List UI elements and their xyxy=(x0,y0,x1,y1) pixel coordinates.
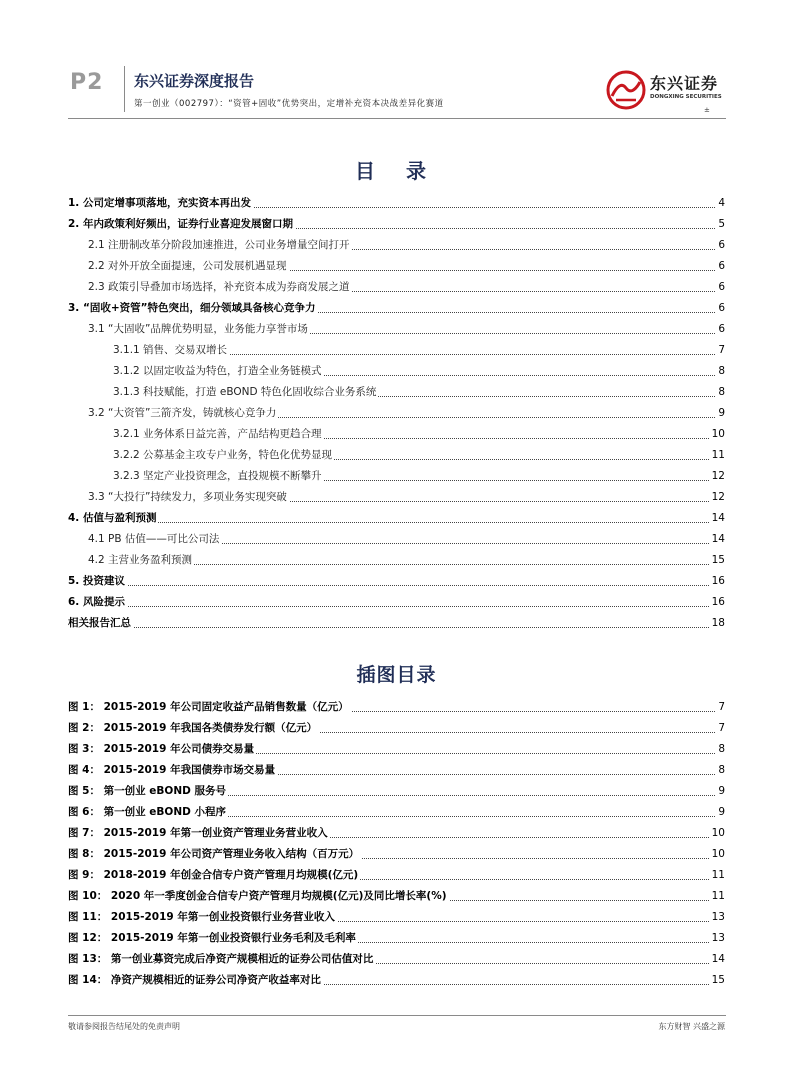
footer-slogan: 东方财智 兴盛之源 xyxy=(658,1022,725,1031)
figure-entry-label: 图 9： 2018-2019 年创金合信专户资产管理月均规模(亿元) xyxy=(68,869,359,881)
figure-entry[interactable] xyxy=(68,909,725,925)
toc-entry-page: 15 xyxy=(711,554,725,566)
toc-entry-label: 3.2 “大资管”三箭齐发，铸就核心竞争力 xyxy=(88,407,277,419)
figure-entry[interactable] xyxy=(68,888,725,904)
report-brand-title: 东兴证券深度报告 xyxy=(134,72,255,90)
figure-entry-label: 图 2： 2015-2019 年我国各类债券发行额（亿元） xyxy=(68,722,318,734)
toc-entry-page: 7 xyxy=(718,344,725,356)
toc-entry[interactable] xyxy=(113,468,725,484)
toc-entry[interactable] xyxy=(88,405,725,421)
toc-leader-dots xyxy=(68,522,725,523)
toc-entry-label: 6. 风险提示 xyxy=(68,596,125,608)
figure-entry-page: 7 xyxy=(718,701,725,713)
toc-entry-label: 4.2 主营业务盈利预测 xyxy=(88,554,193,566)
toc-entry-label: 相关报告汇总 xyxy=(68,617,131,629)
toc-entry-page: 11 xyxy=(711,449,725,461)
figure-entry-label: 图 14： 净资产规模相近的证券公司净资产收益率对比 xyxy=(68,974,321,986)
toc-entry[interactable] xyxy=(113,384,725,400)
toc-entry[interactable] xyxy=(68,594,725,610)
figure-entry-label: 图 7： 2015-2019 年第一创业资产管理业务营业收入 xyxy=(68,827,328,839)
toc-entry-label: 2.2 对外开放全面提速，公司发展机遇显现 xyxy=(88,260,287,272)
figure-entry-page: 11 xyxy=(711,869,725,881)
toc-entry-page: 14 xyxy=(711,512,725,524)
header-divider xyxy=(124,66,125,112)
toc-leader-dots xyxy=(68,585,725,586)
toc-entry-label: 3.2.2 公募基金主攻专户业务，特色化优势显现 xyxy=(113,449,333,461)
toc-leader-dots xyxy=(68,606,725,607)
figure-entry[interactable] xyxy=(68,741,725,757)
toc-entry[interactable] xyxy=(68,573,725,589)
toc-entry-page: 16 xyxy=(711,596,725,608)
toc-entry-page: 9 xyxy=(718,407,725,419)
toc-entry-label: 2.1 注册制改革分阶段加速推进，公司业务增量空间打开 xyxy=(88,239,350,251)
toc-entry[interactable] xyxy=(88,489,725,505)
figure-entry-label: 图 10： 2020 年一季度创金合信专户资产管理月均规模(亿元)及同比增长率(%) xyxy=(68,890,447,902)
figure-entry-page: 9 xyxy=(718,785,725,797)
toc-entry[interactable] xyxy=(68,300,725,316)
toc-entry[interactable] xyxy=(113,426,725,442)
toc-entry[interactable] xyxy=(68,216,725,232)
figure-entry-label: 图 13： 第一创业募资完成后净资产规模相近的证券公司估值对比 xyxy=(68,953,374,965)
toc-entry-label: 3.2.1 业务体系日益完善，产品结构更趋合理 xyxy=(113,428,322,440)
toc-entry-label: 2. 年内政策利好频出，证券行业喜迎发展窗口期 xyxy=(68,218,293,230)
toc-entry-label: 1. 公司定增事项落地，充实资本再出发 xyxy=(68,197,251,209)
figure-entry-page: 7 xyxy=(718,722,725,734)
toc-entry-page: 6 xyxy=(718,239,725,251)
toc-entry[interactable] xyxy=(88,531,725,547)
figure-entry[interactable] xyxy=(68,762,725,778)
toc-entry-page: 5 xyxy=(718,218,725,230)
figure-entry[interactable] xyxy=(68,720,725,736)
toc-entry[interactable] xyxy=(88,321,725,337)
report-subtitle: 第一创业（002797）：“资管+固收”优势突出，定增补充资本决战差异化赛道 xyxy=(134,99,444,109)
logo-mark-icon xyxy=(606,70,646,110)
toc-entry-page: 6 xyxy=(718,281,725,293)
figure-entry[interactable] xyxy=(68,783,725,799)
figure-entry-page: 10 xyxy=(711,848,725,860)
figure-entry-page: 9 xyxy=(718,806,725,818)
toc-title: 目 录 xyxy=(355,159,438,183)
toc-entry-label: 3.2.3 坚定产业投资理念，直投规模不断攀升 xyxy=(113,470,322,482)
toc-entry-page: 12 xyxy=(711,470,725,482)
figure-entry-label: 图 6： 第一创业 eBOND 小程序 xyxy=(68,806,226,818)
toc-entry[interactable] xyxy=(68,615,725,631)
figure-entry-label: 图 3： 2015-2019 年公司债券交易量 xyxy=(68,743,255,755)
toc-entry-page: 14 xyxy=(711,533,725,545)
footer-disclaimer: 敬请参阅报告结尾处的免责声明 xyxy=(68,1022,180,1031)
toc-entry-page: 16 xyxy=(711,575,725,587)
toc-entry[interactable] xyxy=(88,237,725,253)
toc-entry-label: 2.3 政策引导叠加市场选择，补充资本成为券商发展之道 xyxy=(88,281,350,293)
toc-entry-page: 6 xyxy=(718,323,725,335)
figure-entry[interactable] xyxy=(68,951,725,967)
figure-entry-label: 图 1： 2015-2019 年公司固定收益产品销售数量（亿元） xyxy=(68,701,349,713)
toc-entry-page: 6 xyxy=(718,302,725,314)
toc-leader-dots xyxy=(68,627,725,628)
toc-entry[interactable] xyxy=(113,447,725,463)
toc-entry-label: 3.1.3 科技赋能，打造 eBOND 特色化固收综合业务系统 xyxy=(113,386,377,398)
footer-rule xyxy=(68,1015,726,1016)
figure-entry[interactable] xyxy=(68,867,725,883)
toc-entry-label: 4.1 PB 估值——可比公司法 xyxy=(88,533,220,545)
toc-entry-page: 12 xyxy=(711,491,725,503)
company-logo xyxy=(606,68,726,114)
figure-entry-page: 13 xyxy=(711,932,725,944)
toc-entry-label: 3.1.1 销售、交易双增长 xyxy=(113,344,228,356)
figure-entry[interactable] xyxy=(68,930,725,946)
figure-entry-label: 图 4： 2015-2019 年我国债券市场交易量 xyxy=(68,764,276,776)
toc-entry-label: 3.3 “大投行”持续发力，多项业务实现突破 xyxy=(88,491,287,503)
figure-entry-page: 11 xyxy=(711,890,725,902)
toc-entry[interactable] xyxy=(68,510,725,526)
toc-entry-label: 4. 估值与盈利预测 xyxy=(68,512,157,524)
figure-list-title: 插图目录 xyxy=(356,664,437,686)
figure-entry-page: 13 xyxy=(711,911,725,923)
toc-entry-page: 18 xyxy=(711,617,725,629)
figure-entry[interactable] xyxy=(68,972,725,988)
figure-entry[interactable] xyxy=(68,699,725,715)
figure-entry-label: 图 11： 2015-2019 年第一创业投资银行业务营业收入 xyxy=(68,911,335,923)
figure-entry-page: 8 xyxy=(718,764,725,776)
figure-entry-page: 15 xyxy=(711,974,725,986)
toc-entry[interactable] xyxy=(113,363,725,379)
figure-entry[interactable] xyxy=(68,846,725,862)
figure-entry[interactable] xyxy=(68,825,725,841)
toc-entry-label: 3.1.2 以固定收益为特色，打造全业务链模式 xyxy=(113,365,322,377)
logo-cn-text: 东兴证券 xyxy=(650,74,719,93)
toc-entry-page: 4 xyxy=(718,197,725,209)
figure-entry-label: 图 5： 第一创业 eBOND 服务号 xyxy=(68,785,226,797)
toc-entry[interactable] xyxy=(88,258,725,274)
figure-entry-label: 图 8： 2015-2019 年公司资产管理业务收入结构（百万元） xyxy=(68,848,360,860)
figure-entry-page: 10 xyxy=(711,827,725,839)
toc-entry-page: 6 xyxy=(718,260,725,272)
toc-entry-page: 10 xyxy=(711,428,725,440)
logo-small-mark: ± xyxy=(704,106,710,114)
header-rule xyxy=(68,118,726,119)
page-number: P2 xyxy=(70,70,104,95)
toc-entry-page: 8 xyxy=(718,365,725,377)
toc-entry[interactable] xyxy=(113,342,725,358)
figure-entry-page: 8 xyxy=(718,743,725,755)
toc-entry[interactable] xyxy=(88,552,725,568)
toc-entry-page: 8 xyxy=(718,386,725,398)
figure-entry-label: 图 12： 2015-2019 年第一创业投资银行业务毛利及毛利率 xyxy=(68,932,356,944)
figure-entry-page: 14 xyxy=(711,953,725,965)
toc-entry-label: 3. “固收+资管”特色突出，细分领域具备核心竞争力 xyxy=(68,302,316,314)
toc-entry[interactable] xyxy=(68,195,725,211)
toc-entry-label: 3.1 “大固收”品牌优势明显，业务能力享誉市场 xyxy=(88,323,308,335)
toc-entry-label: 5. 投资建议 xyxy=(68,575,125,587)
figure-entry[interactable] xyxy=(68,804,725,820)
toc-entry[interactable] xyxy=(88,279,725,295)
logo-en-text: DONGXING SECURITIES xyxy=(650,94,722,100)
